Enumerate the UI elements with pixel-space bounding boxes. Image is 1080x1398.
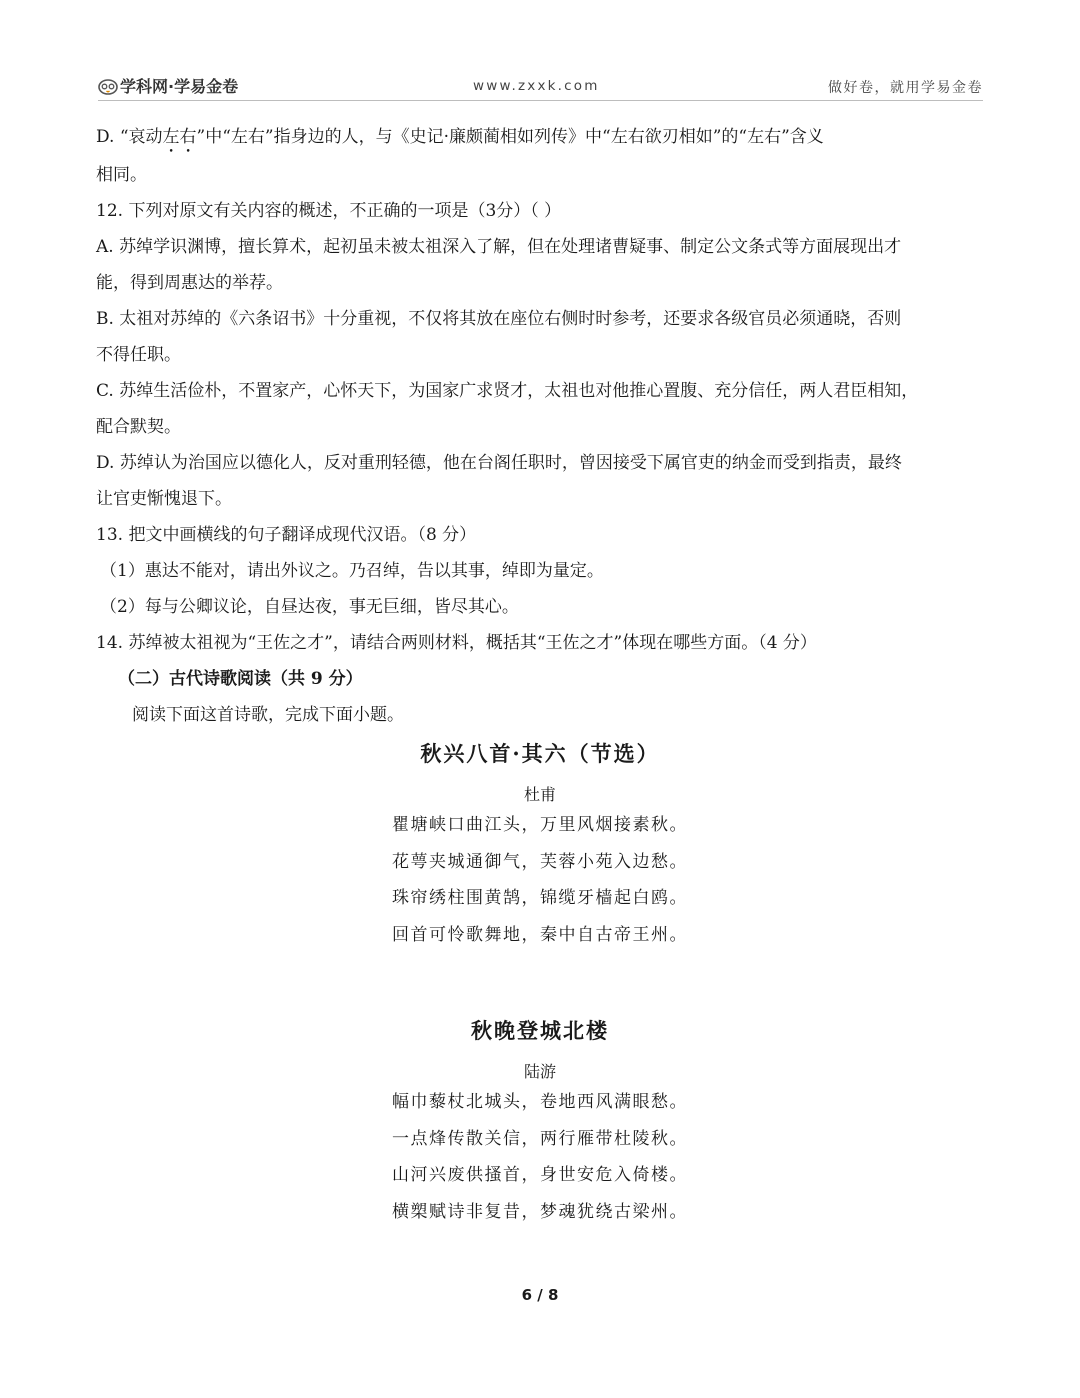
poem-2-line: 横槊赋诗非复昔，梦魂犹绕古梁州。 xyxy=(392,1201,688,1222)
option-d-line2: 相同。 xyxy=(96,165,147,185)
poem-1-line: 珠帘绣柱围黄鹄，锦缆牙樯起白鸥。 xyxy=(392,888,688,908)
q12-option-c: C. 苏绰生活俭朴，不置家产，心怀天下，为国家广求贤才，太祖也对他推心置腹、充分信任，两人君臣相知， xyxy=(96,381,919,401)
header-slogan: 做好卷，就用学易金卷 xyxy=(828,80,983,96)
q13-sentence-2: （2）每与公卿议论，自昼达夜，事无巨细，皆尽其心。 xyxy=(100,597,519,617)
poem-2-title: 秋晚登城北楼 xyxy=(471,1018,609,1043)
poem-2 xyxy=(0,1015,1080,1230)
document-body xyxy=(96,119,984,733)
option-d-line: D. “哀动左右”中“左右”指身边的人，与《史记·廉颇蔺相如列传》中“左右欲刃相如”的“左右”含义 xyxy=(96,127,824,147)
poem-1-line: 花萼夹城通御气，芙蓉小苑入边愁。 xyxy=(392,851,688,872)
poem-1-line: 瞿塘峡口曲江头，万里风烟接素秋。 xyxy=(392,815,688,835)
poem-2-line: 山河兴废供搔首，身世安危入倚楼。 xyxy=(392,1165,688,1185)
site-url[interactable]: www.zxxk.com xyxy=(473,78,600,94)
section-heading: （二）古代诗歌阅读（共 9 分） xyxy=(118,669,363,689)
q12-option-d: D. 苏绰认为治国应以德化人，反对重刑轻德，他在台阁任职时，曾因接受下属官吏的纳金而受到指责，最终 xyxy=(96,453,902,473)
section-intro: 阅读下面这首诗歌，完成下面小题。 xyxy=(132,705,404,725)
poem-1-title: 秋兴八首·其六（节选） xyxy=(420,741,660,766)
logo-text: 学科网·学易金卷 xyxy=(120,77,239,96)
question-12-stem: 12. 下列对原文有关内容的概述，不正确的一项是（3分）（ ） xyxy=(96,201,562,221)
poem-1-line: 回首可怜歌舞地，秦中自古帝王州。 xyxy=(392,924,688,945)
q12-option-d-cont: 让官吏惭愧退下。 xyxy=(96,489,232,509)
q12-option-b-cont: 不得任职。 xyxy=(96,345,181,365)
poem-1-author: 杜甫 xyxy=(523,785,556,804)
page-header xyxy=(98,74,983,101)
logo xyxy=(98,74,238,97)
owl-logo-icon xyxy=(98,77,118,95)
q12-option-c-cont: 配合默契。 xyxy=(96,417,181,437)
poem-1 xyxy=(0,738,1080,953)
q12-option-a: A. 苏绰学识渊博，擅长算术，起初虽未被太祖深入了解，但在处理诸曹疑事、制定公文条式等方面展现出才 xyxy=(96,237,902,257)
question-13-stem: 13. 把文中画横线的句子翻译成现代汉语。（8 分） xyxy=(96,525,477,545)
dotted-word: 左右 xyxy=(162,127,197,147)
question-14-stem: 14. 苏绰被太祖视为“王佐之才”，请结合两则材料，概括其“王佐之才”体现在哪些方面。（4 分） xyxy=(96,633,817,653)
q13-sentence-1: （1）惠达不能对，请出外议之。乃召绰，告以其事，绰即为量定。 xyxy=(100,561,604,581)
poem-2-line: 幅巾藜杖北城头，卷地西风满眼愁。 xyxy=(392,1092,688,1112)
q12-option-a-cont: 能，得到周惠达的举荐。 xyxy=(96,273,283,293)
poem-2-author: 陆游 xyxy=(523,1062,556,1081)
poem-2-line: 一点烽传散关信，两行雁带杜陵秋。 xyxy=(392,1128,688,1149)
page-number: 6 / 8 xyxy=(521,1286,559,1304)
q12-option-b: B. 太祖对苏绰的《六条诏书》十分重视，不仅将其放在座位右侧时时参考，还要求各级官员必须通晓，否则 xyxy=(96,309,902,329)
